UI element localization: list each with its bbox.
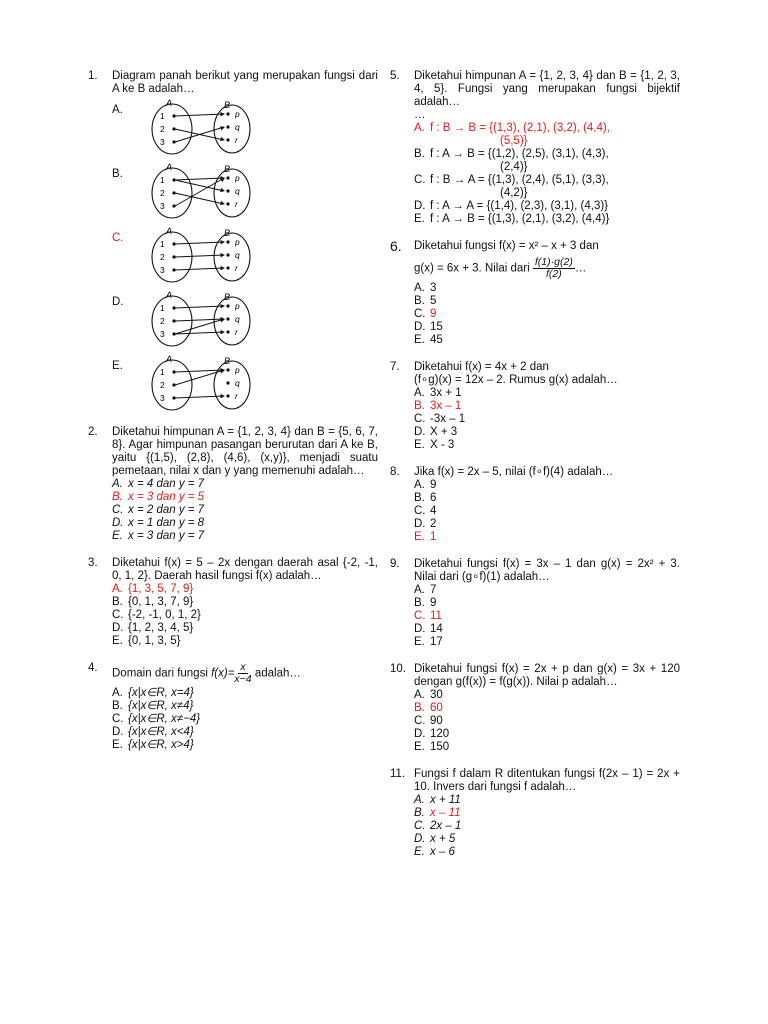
- question-text: Diketahui fungsi f(x) = 2x + p dan g(x) = 3x + 120 dengan g(f(x)) = f(g(x)). Nilai p adalah…: [414, 663, 680, 688]
- set-a-element: 1: [160, 303, 165, 313]
- diagram-option-e[interactable]: [112, 354, 378, 416]
- options: [112, 687, 378, 752]
- set-b-ellipse: [214, 361, 250, 409]
- option-c[interactable]: C. 9: [414, 308, 437, 320]
- question-text: Diketahui himpunan A = {1, 2, 3, 4} dan B = {1, 2, 3, 4, 5}. Fungsi yang merupakan fungsi bijektif adalah…: [414, 70, 680, 108]
- option-c[interactable]: C. {x|x∈R, x≠−4}: [112, 713, 201, 725]
- option-d[interactable]: D. 120: [414, 728, 450, 740]
- option-e[interactable]: E. 45: [414, 334, 443, 346]
- set-a-element: 2: [160, 380, 165, 390]
- set-b-element: p: [235, 365, 240, 375]
- set-b-dot: [226, 240, 229, 243]
- set-b-dot: [226, 253, 229, 256]
- option-e[interactable]: E. {x|x∈R, x>4}: [112, 739, 194, 751]
- mapping-arrow: [175, 319, 224, 321]
- set-a-label: A: [166, 162, 173, 172]
- question-text: Domain dari fungsi f(x)= $\frac{x}{x-4}$ adalah…: [112, 661, 301, 685]
- set-b-label: B: [224, 100, 231, 110]
- option-c[interactable]: C. x = 2 dan y = 7: [112, 504, 205, 516]
- set-b-element: r: [235, 263, 238, 273]
- set-a-ellipse: [152, 360, 192, 410]
- option-e[interactable]: E. X - 3: [414, 439, 455, 451]
- set-b-dot: [226, 112, 229, 115]
- set-a-element: 1: [160, 367, 165, 377]
- option-a[interactable]: A. 30: [414, 689, 443, 701]
- set-b-dot: [226, 304, 229, 307]
- set-b-element: p: [235, 237, 240, 247]
- arrow-head: [220, 201, 225, 205]
- arrow-head: [220, 188, 225, 192]
- option-d[interactable]: D. X + 3: [414, 426, 458, 438]
- question-text: Fungsi f dalam R ditentukan fungsi f(2x – 1) = 2x + 10. Invers dari fungsi f adalah…: [414, 768, 680, 793]
- fraction: $\frac{x}{x-4}$: [234, 661, 252, 685]
- arrow-head: [220, 394, 225, 398]
- question-9: [390, 558, 680, 649]
- set-b-dot: [226, 125, 229, 128]
- question-8: [390, 466, 680, 544]
- option-c[interactable]: C. -3x – 1: [414, 413, 466, 425]
- arrow-head: [220, 137, 225, 141]
- left-column: [88, 70, 378, 756]
- set-a-label: A: [166, 98, 173, 108]
- option-b[interactable]: B. 6: [414, 492, 437, 504]
- set-a-element: 1: [160, 239, 165, 249]
- question-1: [88, 70, 378, 416]
- option-d[interactable]: D. f : A → A = {(1,4), (2,3), (3,1), (4,3)}: [414, 200, 609, 212]
- option-b[interactable]: B. 9: [414, 597, 437, 609]
- option-b[interactable]: B. 5: [414, 295, 437, 307]
- option-label: A.: [112, 104, 123, 116]
- options: [414, 479, 680, 544]
- set-a-element: 2: [160, 252, 165, 262]
- option-e[interactable]: E. x – 6: [414, 846, 455, 858]
- options: [414, 689, 680, 754]
- set-a-element: 3: [160, 329, 165, 339]
- option-b[interactable]: B. f : A → B = {(1,2), (2,5), (3,1), (4,3), (2,4)}: [414, 148, 609, 173]
- question-number: 1.: [88, 70, 98, 82]
- options: [414, 387, 680, 452]
- set-b-element: q: [235, 122, 240, 132]
- set-a-element: 2: [160, 188, 165, 198]
- set-a-label: A: [166, 226, 173, 236]
- set-b-ellipse: [214, 169, 250, 217]
- option-e[interactable]: E. f : A → B = {(1,3), (2,1), (3,2), (4,4)}: [414, 213, 610, 225]
- option-d[interactable]: D. {x|x∈R, x<4}: [112, 726, 194, 738]
- set-b-ellipse: [214, 105, 250, 153]
- arrow-diagram: [138, 290, 268, 352]
- option-e[interactable]: E. 17: [414, 636, 443, 648]
- set-b-dot: [226, 189, 229, 192]
- set-b-dot: [226, 138, 229, 141]
- option-a[interactable]: A. 7: [414, 584, 437, 596]
- set-b-dot: [226, 202, 229, 205]
- diagram-option-b[interactable]: [112, 162, 378, 224]
- option-label: E.: [112, 360, 123, 372]
- option-label: B.: [112, 168, 123, 180]
- question-text-line1: Diketahui fungsi f(x) = x² – x + 3 dan: [414, 240, 599, 252]
- set-a-element: 3: [160, 393, 165, 403]
- options: [112, 478, 378, 543]
- question-number: 8.: [390, 466, 400, 478]
- set-b-label: B: [224, 356, 231, 366]
- mapping-arrow: [175, 255, 224, 257]
- set-b-element: q: [235, 186, 240, 196]
- set-b-element: q: [235, 314, 240, 324]
- option-a[interactable]: A. {1, 3, 5, 7, 9}: [112, 583, 194, 595]
- option-e[interactable]: E. {0, 1, 3, 5}: [112, 635, 181, 647]
- option-d[interactable]: D. 15: [414, 321, 443, 333]
- options: [414, 122, 680, 226]
- option-label: C.: [112, 232, 124, 244]
- arrow-diagram: [138, 98, 268, 160]
- option-c[interactable]: C. 4: [414, 505, 437, 517]
- set-b-dot: [226, 266, 229, 269]
- option-b[interactable]: B. x – 11: [414, 807, 461, 819]
- question-5: 5. Diketahui himpunan A = {1, 2, 3, 4} dan B = {1, 2, 3, 4, 5}. Fungsi yang merupakan fungsi bijektif adalah… … A. f : B → B = {(1,3), (2,1), (3,2), (4,4), (5,5)} B. f : A → B = {(1,2), (2,5), (3,1), (4,3), (2,4)} C. f : B → A = {(1,3), (2,4), (5,1), (3,3), (4,2)} D. f : A → A = {(1,4), (2,3), (3,1), (4,3)} E. f : A → B = {(1,3), (2,1), (3,2), (4,4)}: [390, 70, 680, 225]
- set-b-element: p: [235, 301, 240, 311]
- option-c[interactable]: C. 2x – 1: [414, 820, 462, 832]
- set-a-ellipse: [152, 168, 192, 218]
- set-b-label: B: [224, 228, 231, 238]
- question-10: [390, 663, 680, 754]
- set-a-label: A: [166, 354, 173, 364]
- arrow-head: [220, 112, 225, 116]
- option-d[interactable]: D. 14: [414, 623, 443, 635]
- option-e[interactable]: E. 150: [414, 741, 450, 753]
- mapping-arrow: [175, 319, 224, 334]
- fraction: $\frac{f(1)\cdot g(2)}{f(2)}$: [534, 256, 573, 280]
- set-a-element: 2: [160, 124, 165, 134]
- set-b-element: q: [235, 250, 240, 260]
- option-b[interactable]: B. {x|x∈R, x≠4}: [112, 700, 194, 712]
- question-number: 4.: [88, 662, 98, 674]
- question-text: Diagram panah berikut yang merupakan fungsi dari A ke B adalah…: [112, 70, 378, 95]
- set-b-element: p: [235, 173, 240, 183]
- option-d[interactable]: D. x + 5: [414, 833, 456, 845]
- question-3: [88, 557, 378, 648]
- question-number: 11.: [390, 768, 406, 780]
- option-a[interactable]: A. f : B → B = {(1,3), (2,1), (3,2), (4,4), (5,5)}: [414, 122, 610, 147]
- option-a[interactable]: A. x = 4 dan y = 7: [112, 478, 205, 490]
- arrow-head: [220, 253, 225, 257]
- option-c[interactable]: C. {-2, -1, 0, 1, 2}: [112, 609, 201, 621]
- diagram-option-d[interactable]: [112, 290, 378, 352]
- set-a-label: A: [166, 290, 173, 300]
- question-text-line1: Diketahui f(x) = 4x + 2 dan: [414, 361, 549, 373]
- question-number: 9.: [390, 558, 400, 570]
- options: [414, 794, 680, 859]
- set-b-element: r: [235, 199, 238, 209]
- question-number: 7.: [390, 361, 400, 373]
- set-b-element: r: [235, 135, 238, 145]
- question-text-line2: g(x) = 6x + 3. Nilai dari $\frac{f(1)\cdot g(2)}{f(2)}$ …: [414, 256, 587, 280]
- question-text: Diketahui f(x) = 5 – 2x dengan daerah asal {-2, -1, 0, 1, 2}. Daerah hasil fungsi f(x) adalah…: [112, 557, 378, 582]
- set-a-element: 1: [160, 111, 165, 121]
- option-c[interactable]: C. f : B → A = {(1,3), (2,4), (5,1), (3,3), (4,2)}: [414, 174, 609, 199]
- question-number: 10.: [390, 663, 406, 675]
- arrow-diagram: [138, 354, 268, 416]
- arrow-diagram-options: [112, 98, 378, 416]
- arrow-diagram: [138, 162, 268, 224]
- set-b-element: r: [235, 391, 238, 401]
- arrow-diagram: [138, 226, 268, 288]
- question-text-line2: (f∘g)(x) = 12x – 2. Rumus g(x) adalah…: [414, 374, 618, 386]
- option-a[interactable]: A. 3x + 1: [414, 387, 462, 399]
- option-b[interactable]: B. 60: [414, 702, 443, 714]
- set-b-dot: [226, 381, 229, 384]
- question-2: [88, 426, 378, 543]
- option-c[interactable]: C. 11: [414, 610, 442, 622]
- set-b-dot: [226, 330, 229, 333]
- option-a[interactable]: A. {x|x∈R, x=4}: [112, 687, 194, 699]
- set-a-element: 3: [160, 265, 165, 275]
- question-text: Diketahui himpunan A = {1, 2, 3, 4} dan B = {5, 6, 7, 8}. Agar himpunan pasangan berurutan dari A ke B, yaitu {(1,5), (2,8), (4,6), (x,y)}, menjadi suatu pemetaan, nilai x dan y yang memenuhi adalah…: [112, 426, 378, 477]
- mapping-arrow: [175, 127, 224, 142]
- question-11: [390, 768, 680, 859]
- question-4: [88, 662, 378, 752]
- option-b[interactable]: B. 3x – 1: [414, 400, 462, 412]
- set-b-dot: [226, 317, 229, 320]
- question-text: Jika f(x) = 2x – 5, nilai (f∘f)(4) adalah…: [414, 466, 614, 478]
- arrow-head: [220, 240, 225, 244]
- set-b-dot: [226, 394, 229, 397]
- set-b-ellipse: [214, 297, 250, 345]
- option-d[interactable]: D. 2: [414, 518, 437, 530]
- set-b-label: B: [224, 292, 231, 302]
- question-number: 2.: [88, 426, 98, 438]
- options: [414, 282, 680, 347]
- option-a[interactable]: A. x + 11: [414, 794, 461, 806]
- arrow-head: [220, 304, 225, 308]
- set-a-element: 3: [160, 201, 165, 211]
- option-d[interactable]: D. x = 1 dan y = 8: [112, 517, 205, 529]
- diagram-option-c[interactable]: [112, 226, 378, 288]
- set-b-element: q: [235, 378, 240, 388]
- arrow-head: [220, 330, 225, 334]
- question-text: Diketahui fungsi f(x) = 3x – 1 dan g(x) = 2x² + 3. Nilai dari (g∘f)(1) adalah…: [414, 558, 680, 583]
- set-b-dot: [226, 368, 229, 371]
- option-b[interactable]: B. x = 3 dan y = 5: [112, 491, 205, 503]
- diagram-option-a[interactable]: [112, 98, 378, 160]
- question-6: [390, 240, 680, 347]
- option-a[interactable]: A. 3: [414, 282, 437, 294]
- set-a-element: 3: [160, 137, 165, 147]
- set-a-element: 2: [160, 316, 165, 326]
- option-e[interactable]: E. 1: [414, 531, 437, 543]
- set-b-element: r: [235, 327, 238, 337]
- option-c[interactable]: C. 90: [414, 715, 443, 727]
- question-number: 6.: [390, 238, 402, 254]
- set-a-ellipse: [152, 104, 192, 154]
- mapping-arrow: [175, 178, 224, 206]
- question-7: [390, 361, 680, 452]
- set-b-dot: [226, 176, 229, 179]
- options: [414, 584, 680, 649]
- option-b[interactable]: B. {0, 1, 3, 7, 9}: [112, 596, 194, 608]
- option-d[interactable]: D. {1, 2, 3, 4, 5}: [112, 622, 194, 634]
- arrow-head: [220, 266, 225, 270]
- mapping-arrow: [175, 370, 224, 385]
- set-a-element: 1: [160, 175, 165, 185]
- options: [112, 583, 378, 648]
- arrow-head: [220, 126, 225, 130]
- option-e[interactable]: E. x = 3 dan y = 7: [112, 530, 205, 542]
- question-number: 3.: [88, 557, 98, 569]
- option-label: D.: [112, 296, 124, 308]
- right-column: [390, 70, 680, 863]
- set-b-label: B: [224, 164, 231, 174]
- set-b-element: p: [235, 109, 240, 119]
- question-number: 5.: [390, 70, 400, 82]
- option-a[interactable]: A. 9: [414, 479, 437, 491]
- set-b-ellipse: [214, 233, 250, 281]
